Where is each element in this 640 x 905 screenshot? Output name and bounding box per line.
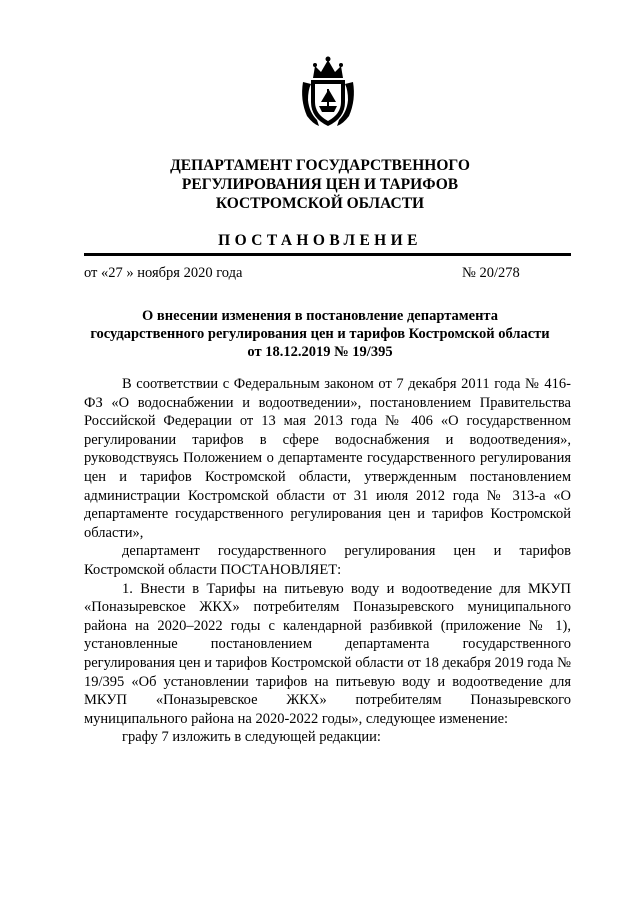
paragraph-basis: В соответствии с Федеральным законом от 7 декабря 2011 года № 416-ФЗ «О водоснабжении и водоотведении», постановлением Правительства Российской Федерации от 13 мая 2013 года № 406 «О государственном регулировании тарифов в сфере водоснабжения и водоотведения», руководствуясь Положением о департаменте государственного регулирования цен и тарифов Костромской области, утвержденным постановлением администрации Костромской области от 31 июля 2012 года № 313-а «О департаменте государственного регулирования цен и тарифов Костромской области», bbox=[84, 376, 571, 541]
document-number: № 20/278 bbox=[462, 265, 520, 281]
coat-of-arms-icon bbox=[299, 56, 357, 130]
org-name-line-3: КОСТРОМСКОЙ ОБЛАСТИ bbox=[215, 195, 425, 212]
paragraph-item-1: 1. Внести в Тарифы на питьевую воду и водоотведение для МКУП «Поназыревское ЖКХ» потребителям Поназыревского муниципального района на 2020–2022 годы с календарной разбивкой (приложение № 1), установленные постановлением департамента государственного регулирования цен и тарифов Костромской области от 18 декабря 2019 года № 19/395 «Об установлении тарифов на питьевую воду и водоотведение для МКУП «Поназыревское ЖКХ» потребителям Поназыревского муниципального района на 2020-2022 годы», следующее изменение: bbox=[84, 580, 571, 727]
title-line-3: от 18.12.2019 № 19/395 bbox=[247, 344, 393, 360]
header-divider bbox=[84, 253, 571, 256]
document-body bbox=[84, 375, 571, 747]
document-date: от «27 » ноября 2020 года bbox=[84, 265, 243, 281]
title-line-2: государственного регулирования цен и тарифов Костромской области bbox=[90, 326, 550, 342]
document-type: ПОСТАНОВЛЕНИЕ bbox=[218, 232, 422, 249]
title-line-1: О внесении изменения в постановление департамента bbox=[142, 308, 498, 324]
paragraph-column-7: графу 7 изложить в следующей редакции: bbox=[122, 729, 381, 746]
org-name-line-2: РЕГУЛИРОВАНИЯ ЦЕН И ТАРИФОВ bbox=[181, 176, 459, 193]
org-name-line-1: ДЕПАРТАМЕНТ ГОСУДАРСТВЕННОГО bbox=[170, 157, 470, 174]
paragraph-resolves: департамент государственного регулирования цен и тарифов Костромской области ПОСТАНОВЛЯЕТ: bbox=[84, 543, 571, 578]
